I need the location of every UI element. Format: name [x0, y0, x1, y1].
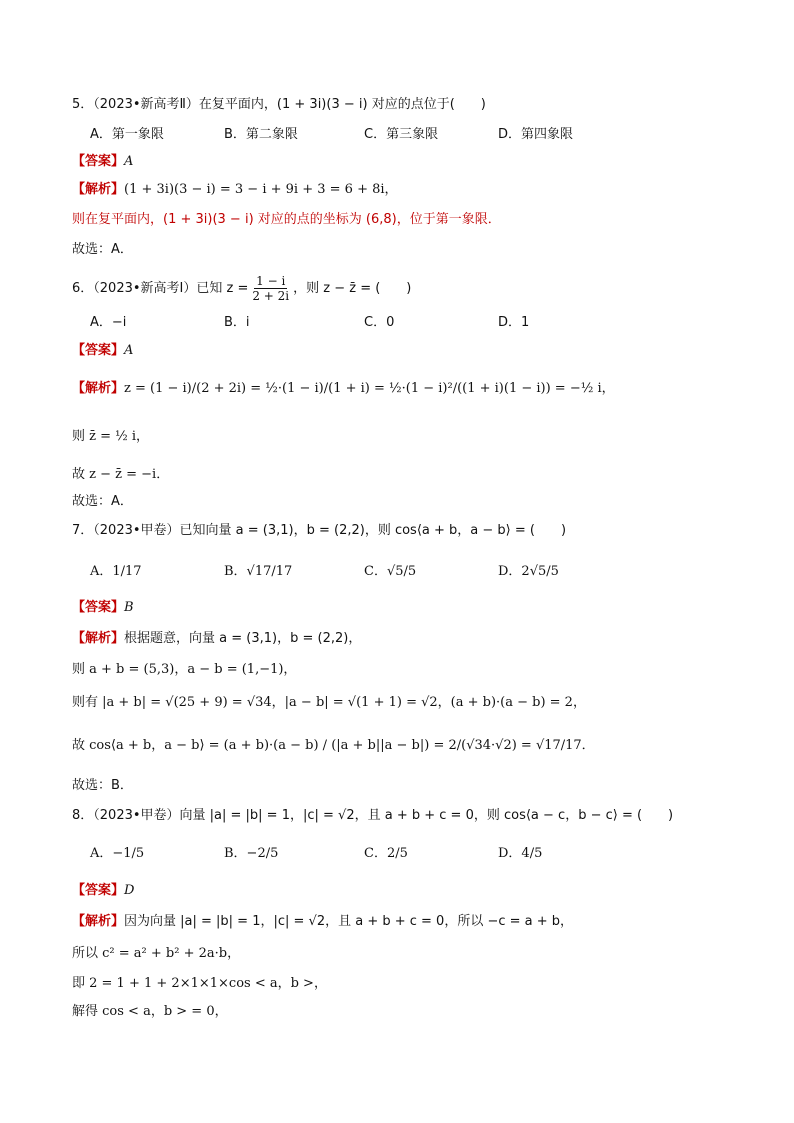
- q5-choose: 故选：A．: [72, 242, 133, 257]
- question-6-stem: [72, 274, 411, 304]
- q5-analysis-1: [72, 181, 398, 199]
- q6-analysis-3: 故 z − z̄ = −i．: [72, 467, 170, 482]
- answer-value: D: [124, 883, 135, 898]
- q6-analysis-2: 则 z̄ = ½ i，: [72, 429, 150, 444]
- question-7-stem: 7．（2023•甲卷）已知向量 a = (3,1)，b = (2,2)，则 cos⟨a + b，a − b⟩ = ( ): [72, 523, 567, 538]
- q6-analysis-1: [72, 380, 615, 398]
- q6-fraction: [250, 274, 291, 303]
- q5-option-b: B．第二象限: [224, 127, 298, 142]
- q8-analysis-4: 解得 cos < a，b > = 0，: [72, 1004, 228, 1019]
- q7-choose: 故选：B．: [72, 778, 133, 793]
- q6-stem-pre: 6．（2023•新高考Ⅰ）已知 z =: [72, 281, 249, 296]
- q6-option-a: A．−i: [90, 315, 127, 330]
- q7-analysis-2: 则 a + b = (5,3)，a − b = (1,−1)，: [72, 662, 297, 677]
- answer-value: A: [124, 343, 134, 358]
- analysis-tag: 【解析】: [72, 381, 125, 396]
- q8-answer: [72, 882, 134, 900]
- q8-option-d: D．4/5: [498, 846, 543, 861]
- q5-option-a: A．第一象限: [90, 127, 164, 142]
- answer-tag: 【答案】: [72, 343, 125, 358]
- q7-analysis-3: 则有 |a + b| = √(25 + 9) = √34，|a − b| = √(1 + 1) = √2，(a + b)·(a − b) = 2，: [72, 695, 586, 710]
- q6-answer: [72, 342, 133, 360]
- analysis-tag: 【解析】: [72, 914, 125, 929]
- q5-analysis-2: 则在复平面内，(1 + 3i)(3 − i) 对应的点的坐标为 (6,8)，位于第一象限．: [72, 212, 501, 227]
- q7-option-d: D．2√5/5: [498, 564, 559, 579]
- q6-option-c: C．0: [364, 315, 395, 330]
- q7-option-c: C．√5/5: [364, 564, 417, 579]
- q8-analysis-1: [72, 913, 573, 931]
- analysis-tag: 【解析】: [72, 182, 125, 197]
- q6-stem-post: ，则 z − z̄ = ( ): [293, 281, 412, 296]
- q5-answer: [72, 153, 133, 171]
- q6-choose: 故选：A．: [72, 494, 133, 509]
- answer-value: B: [124, 600, 134, 615]
- q8-analysis-2: 所以 c² = a² + b² + 2a·b，: [72, 946, 241, 961]
- q7-option-a: A．1/17: [90, 564, 142, 579]
- q8-option-a: A．−1/5: [90, 846, 145, 861]
- q6-option-b: B．i: [224, 315, 250, 330]
- q5-option-c: C．第三象限: [364, 127, 439, 142]
- analysis-tag: 【解析】: [72, 631, 125, 646]
- answer-value: A: [124, 154, 134, 169]
- analysis-text: 根据题意，向量 a = (3,1)，b = (2,2)，: [124, 631, 362, 646]
- question-5-stem: 5．（2023•新高考Ⅱ）在复平面内，(1 + 3i)(3 − i) 对应的点位于( ): [72, 97, 486, 112]
- q8-option-b: B．−2/5: [224, 846, 279, 861]
- question-8-stem: 8．（2023•甲卷）向量 |a| = |b| = 1，|c| = √2，且 a + b + c = 0，则 cos⟨a − c，b − c⟩ = ( ): [72, 808, 674, 823]
- analysis-text: (1 + 3i)(3 − i) = 3 − i + 9i + 3 = 6 + 8i，: [124, 182, 398, 197]
- q7-answer: [72, 599, 134, 617]
- q7-analysis-1: [72, 630, 361, 648]
- q5-option-d: D．第四象限: [498, 127, 574, 142]
- analysis-text: 因为向量 |a| = |b| = 1，|c| = √2，且 a + b + c = 0，所以 −c = a + b，: [124, 914, 574, 929]
- analysis-text: z = (1 − i)/(2 + 2i) = ½·(1 − i)/(1 + i) = ½·(1 − i)²/((1 + i)(1 − i)) = −½ i，: [124, 381, 615, 396]
- q7-analysis-4: 故 cos⟨a + b，a − b⟩ = (a + b)·(a − b) / (|a + b||a − b|) = 2/(√34·√2) = √17/17．: [72, 738, 595, 753]
- fraction-denominator: 2 + 2i: [252, 289, 290, 303]
- answer-tag: 【答案】: [72, 600, 125, 615]
- q6-option-d: D．1: [498, 315, 530, 330]
- answer-tag: 【答案】: [72, 154, 125, 169]
- q7-option-b: B．√17/17: [224, 564, 293, 579]
- q8-analysis-3: 即 2 = 1 + 1 + 2×1×1×cos < a，b >，: [72, 976, 327, 991]
- q8-option-c: C．2/5: [364, 846, 408, 861]
- answer-tag: 【答案】: [72, 883, 125, 898]
- fraction-numerator: 1 − i: [256, 274, 286, 288]
